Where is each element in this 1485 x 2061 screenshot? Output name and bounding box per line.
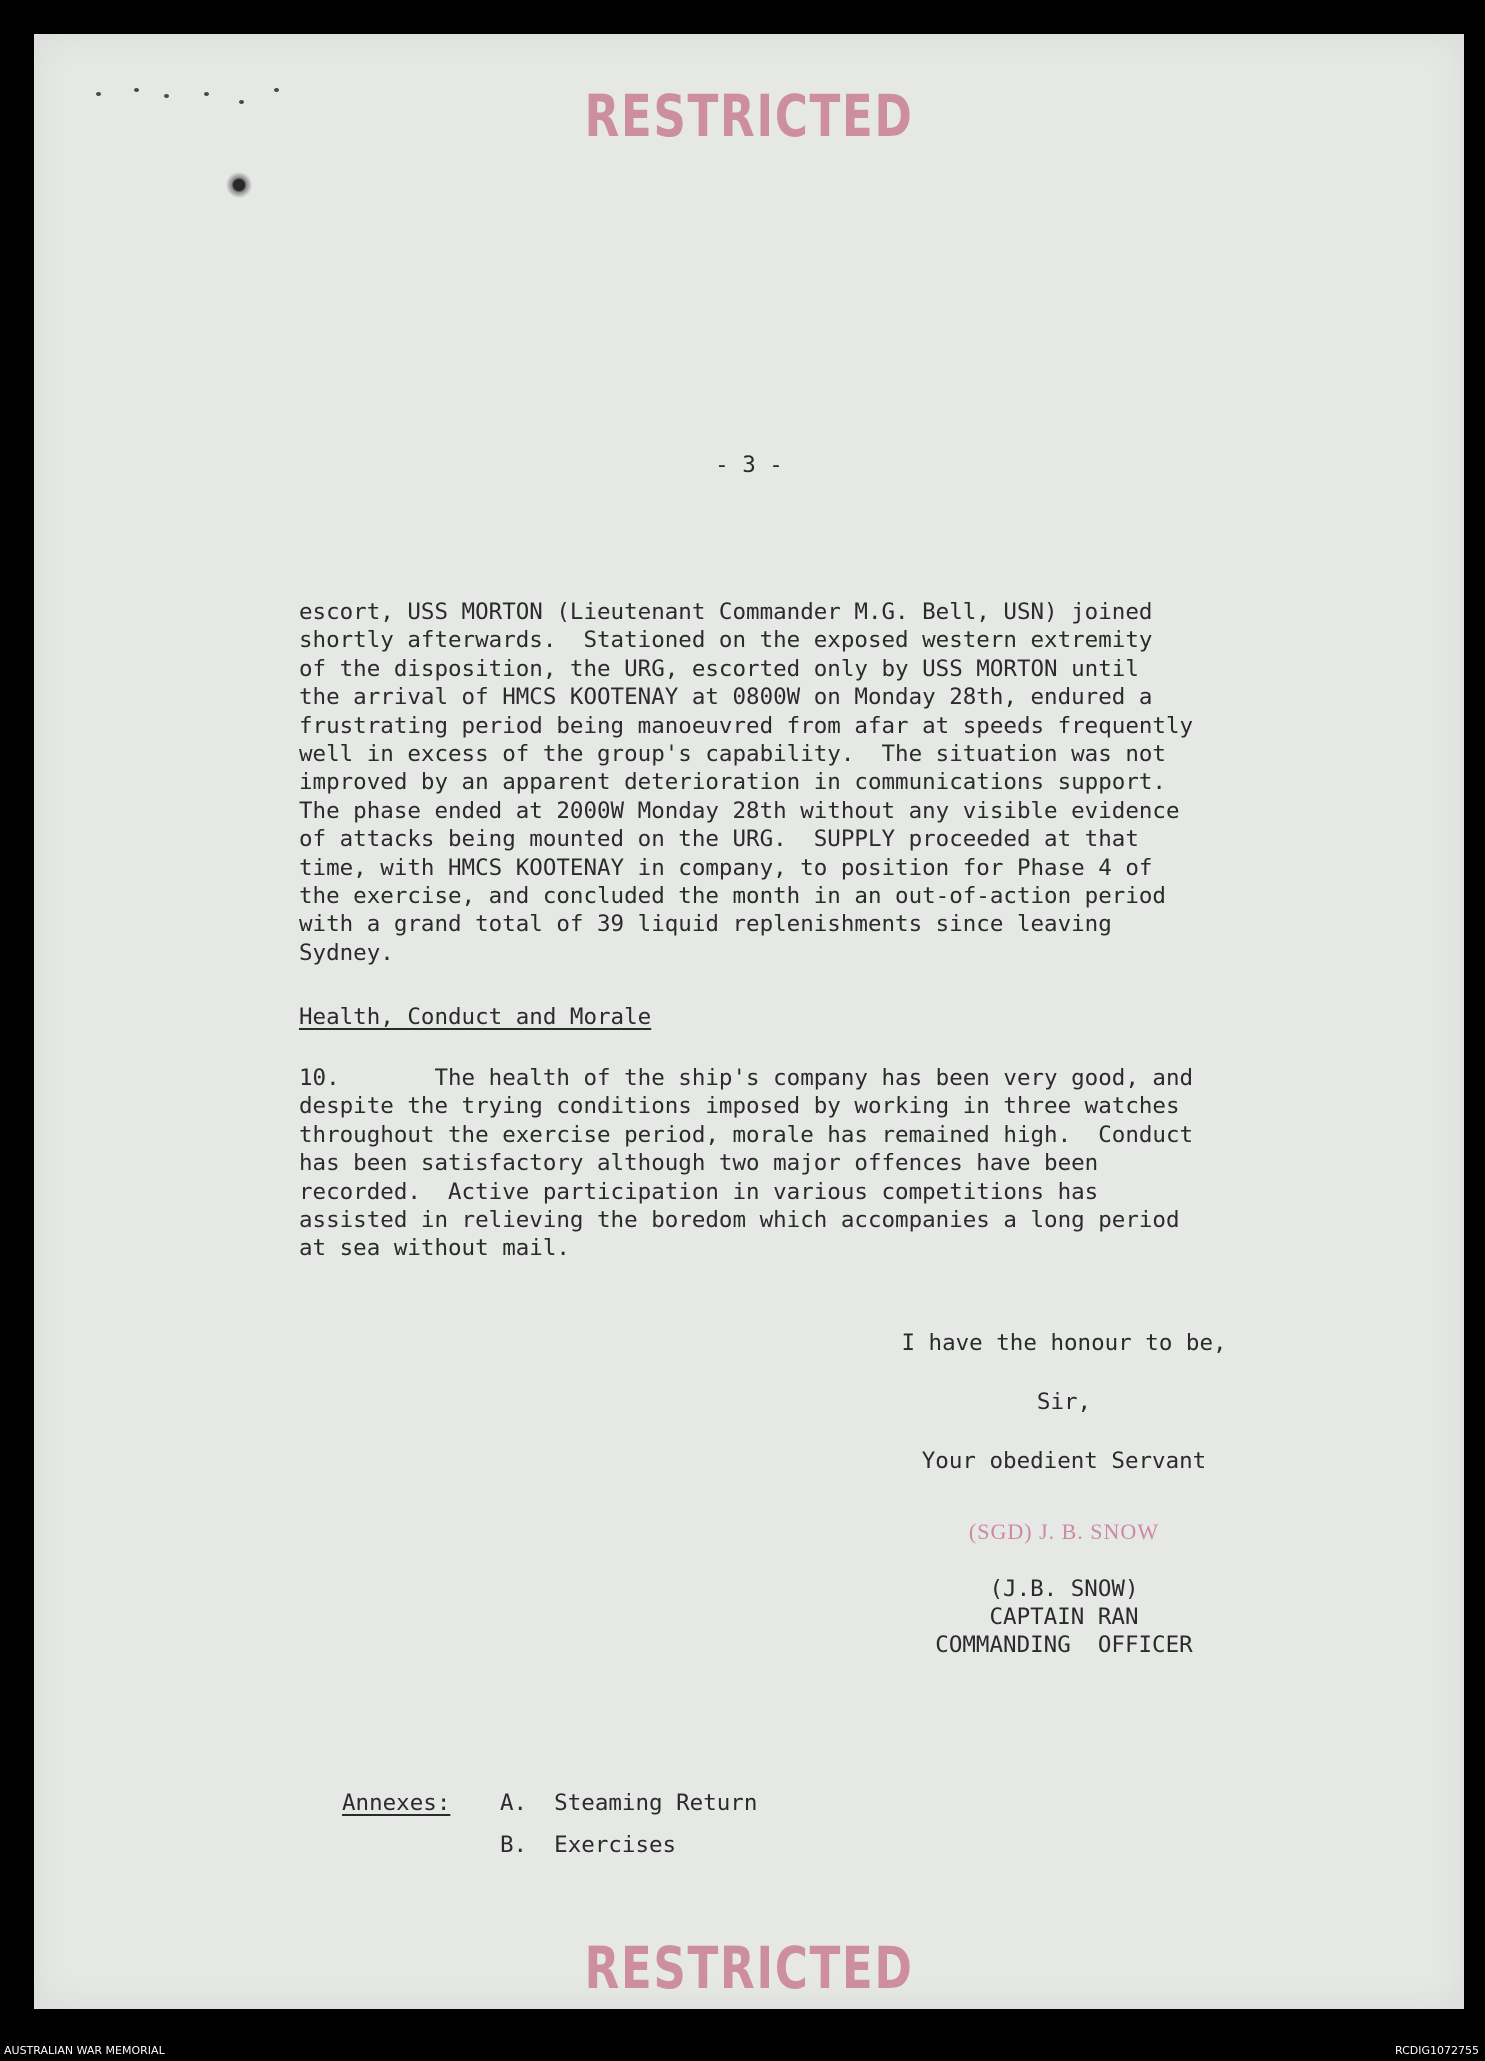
signatory-title: COMMANDING OFFICER bbox=[935, 1632, 1193, 1658]
annexes-label: Annexes: bbox=[342, 1790, 451, 1816]
paragraph-line: shortly afterwards. Stationed on the exposed western extremity bbox=[299, 627, 1153, 654]
paragraph-line: assisted in relieving the boredom which accompanies a long period bbox=[299, 1207, 1180, 1234]
paragraph-line: recorded. Active participation in various competitions has bbox=[299, 1178, 1099, 1205]
paragraph-line: 10. The health of the ship's company has been very good, and bbox=[299, 1065, 1194, 1091]
paragraph-9 bbox=[299, 598, 1299, 967]
archive-credit: AUSTRALIAN WAR MEMORIAL bbox=[4, 2044, 165, 2057]
annex-item: B. Exercises bbox=[500, 1832, 677, 1858]
paragraph-line: at sea without mail. bbox=[299, 1235, 570, 1262]
paragraph-10 bbox=[299, 1064, 1299, 1263]
document-page bbox=[34, 34, 1464, 2009]
paragraph-line: time, with HMCS KOOTENAY in company, to position for Phase 4 of bbox=[299, 854, 1153, 881]
paragraph-line: has been satisfactory although two major offences have been bbox=[299, 1150, 1099, 1177]
paragraph-line: well in excess of the group's capability. The situation was not bbox=[299, 741, 1166, 768]
paragraph-line: despite the trying conditions imposed by working in three watches bbox=[299, 1093, 1180, 1120]
signatory-name: (J.B. SNOW) bbox=[989, 1576, 1139, 1602]
paragraph-line: the exercise, and concluded the month in an out-of-action period bbox=[299, 883, 1166, 910]
paragraph-line: escort, USS MORTON (Lieutenant Commander M.G. Bell, USN) joined bbox=[299, 599, 1153, 625]
paragraph-line: with a grand total of 39 liquid replenishments since leaving bbox=[299, 911, 1112, 938]
paragraph-line: of attacks being mounted on the URG. SUPPLY proceeded at that bbox=[299, 826, 1139, 853]
annex-item: A. Steaming Return bbox=[500, 1790, 758, 1816]
paragraph-line: the arrival of HMCS KOOTENAY at 0800W on Monday 28th, endured a bbox=[299, 684, 1153, 711]
paper-speck bbox=[134, 88, 139, 92]
closing-line-honour: I have the honour to be, bbox=[901, 1330, 1227, 1356]
punch-hole bbox=[226, 172, 252, 198]
closing-line-sir: Sir, bbox=[1036, 1389, 1092, 1415]
paragraph-line: throughout the exercise period, morale has remained high. Conduct bbox=[299, 1121, 1194, 1148]
signature-stamp: (SGD) J. B. SNOW bbox=[968, 1519, 1160, 1544]
paragraph-line: frustrating period being manoeuvred from afar at speeds frequently bbox=[299, 712, 1194, 739]
signatory-rank: CAPTAIN RAN bbox=[989, 1604, 1139, 1630]
paragraph-line: improved by an apparent deterioration in communications support. bbox=[299, 769, 1166, 796]
restricted-stamp-bottom: RESTRICTED bbox=[584, 1934, 914, 2002]
page-number: - 3 - bbox=[715, 452, 783, 478]
archive-id: RCDIG1072755 bbox=[1394, 2044, 1479, 2057]
section-heading: Health, Conduct and Morale bbox=[299, 1004, 652, 1030]
paragraph-line: of the disposition, the URG, escorted only by USS MORTON until bbox=[299, 655, 1139, 682]
paper-speck bbox=[96, 92, 101, 96]
closing-line-servant: Your obedient Servant bbox=[921, 1448, 1207, 1474]
paper-speck bbox=[164, 94, 169, 98]
paragraph-line: Sydney. bbox=[299, 939, 394, 966]
restricted-stamp-top: RESTRICTED bbox=[584, 82, 914, 150]
paragraph-line: The phase ended at 2000W Monday 28th without any visible evidence bbox=[299, 797, 1180, 824]
